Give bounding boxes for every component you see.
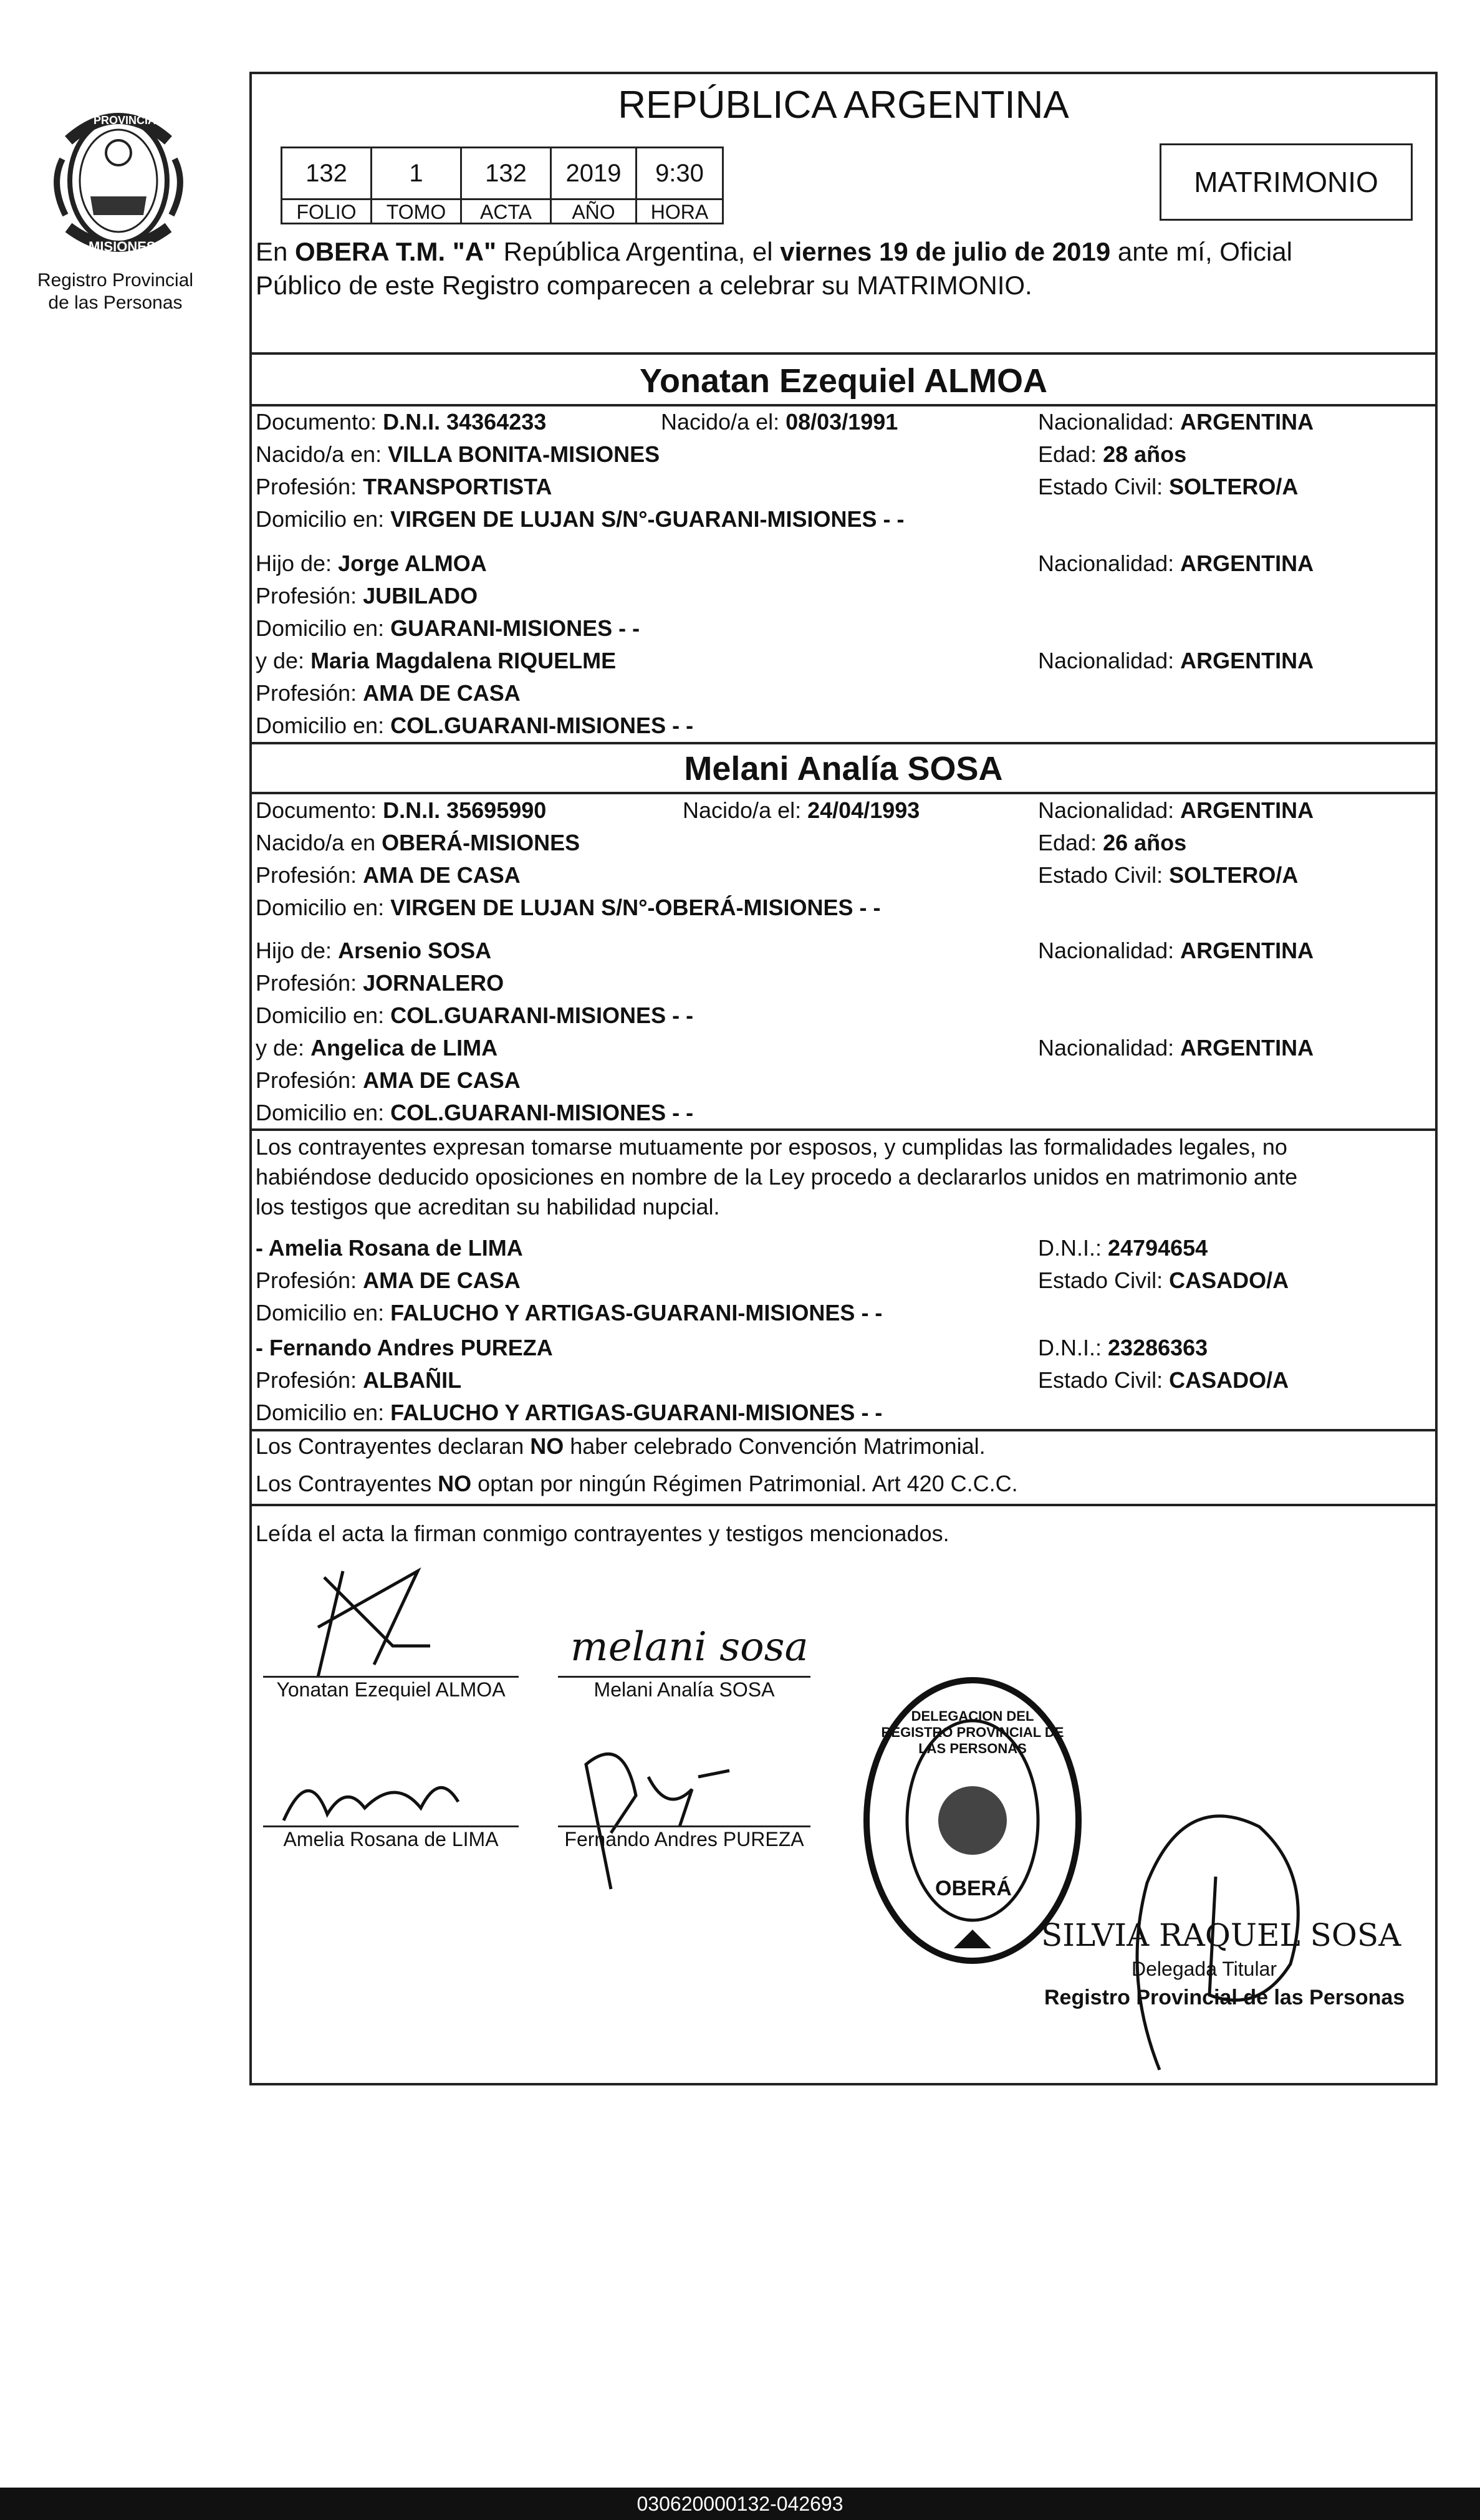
bride-document: Documento: D.N.I. 35695990 [256,797,547,823]
bride-mother-nationality: Nacionalidad: ARGENTINA [1038,1035,1314,1060]
country-title: REPÚBLICA ARGENTINA [618,84,1069,127]
hora-value: 9:30 [635,147,724,200]
bride-signature-line [558,1676,810,1678]
seal-text-bottom: MISIONES [89,239,156,254]
groom-father-nationality: Nacionalidad: ARGENTINA [1038,551,1314,576]
place: OBERA T.M. "A" [295,237,496,266]
bride-father: Hijo de: Arsenio SOSA [256,938,492,963]
bride-profession: Profesión: AMA DE CASA [256,862,521,888]
divider [249,1128,1438,1131]
groom-father-profession: Profesión: JUBILADO [256,583,478,608]
witness-2-name: - Fernando Andres PUREZA [256,1335,553,1360]
groom-signature [305,1552,449,1690]
witness-2-signature-label: Fernando Andres PUREZA [564,1828,804,1850]
witness-1-name: - Amelia Rosana de LIMA [256,1235,523,1261]
bride-address: Domicilio en: VIRGEN DE LUJAN S/N°-OBERÁ-MISIONES - - [256,895,881,920]
bride-civil-status: Estado Civil: SOLTERO/A [1038,862,1299,888]
bride-signature: melani sosa [570,1624,809,1670]
hora-label: HORA [635,198,724,224]
bride-mother-address: Domicilio en: COL.GUARANI-MISIONES - - [256,1100,694,1125]
witness-2-civil-status: Estado Civil: CASADO/A [1038,1367,1289,1393]
divider [249,404,1438,406]
witness-2-address: Domicilio en: FALUCHO Y ARTIGAS-GUARANI-MISIONES - - [256,1400,883,1425]
witness-1-civil-status: Estado Civil: CASADO/A [1038,1267,1289,1293]
bride-mother-profession: Profesión: AMA DE CASA [256,1067,521,1093]
groom-civil-status: Estado Civil: SOLTERO/A [1038,474,1299,499]
bride-name: Melani Analía SOSA [684,750,1003,787]
groom-name: Yonatan Ezequiel ALMOA [639,362,1048,400]
groom-father-address: Domicilio en: GUARANI-MISIONES - - [256,615,640,641]
declaration-line-2: habiéndose deducido oposiciones en nombre de la Ley procedo a declararlos unidos en matrimonio ante [256,1164,1298,1190]
divider [249,352,1438,355]
registry-line-1: Registro Provincial [37,270,194,291]
closing-text: Leída el acta la firman conmigo contrayentes y testigos mencionados. [256,1521,949,1546]
regime-line-1: Los Contrayentes declaran NO haber celebrado Convención Matrimonial. [256,1433,986,1459]
acta-value: 132 [460,147,552,200]
declaration-line-1: Los contrayentes expresan tomarse mutuamente por esposos, y cumplidas las formalidades legales, no [256,1134,1287,1160]
witness-2-profession: Profesión: ALBAÑIL [256,1367,462,1393]
bride-mother: y de: Angelica de LIMA [256,1035,498,1060]
groom-birthdate: Nacido/a el: 08/03/1991 [661,409,898,435]
anio-label: AÑO [550,198,637,224]
groom-father: Hijo de: Jorge ALMOA [256,551,487,576]
document-code: 030620000132-042693 [0,2488,1480,2520]
groom-age: Edad: 28 años [1038,441,1187,467]
intro-line-2: Público de este Registro comparecen a celebrar su MATRIMONIO. [256,271,1032,300]
bride-age: Edad: 26 años [1038,830,1187,855]
groom-mother-nationality: Nacionalidad: ARGENTINA [1038,648,1314,673]
delegate-name: SILVIA RAQUEL SOSA [1041,1917,1401,1953]
delegate-title: Delegada Titular [1132,1958,1277,1980]
acta-label: ACTA [460,198,552,224]
groom-mother-address: Domicilio en: COL.GUARANI-MISIONES - - [256,713,694,738]
witness-1-signature [271,1758,483,1833]
groom-birthplace: Nacido/a en: VILLA BONITA-MISIONES [256,441,660,467]
bride-father-nationality: Nacionalidad: ARGENTINA [1038,938,1314,963]
groom-profession: Profesión: TRANSPORTISTA [256,474,552,499]
groom-nationality: Nacionalidad: ARGENTINA [1038,409,1314,435]
doc-type-box: MATRIMONIO [1160,143,1413,221]
divider [249,742,1438,744]
tomo-label: TOMO [370,198,462,224]
witness-1-profession: Profesión: AMA DE CASA [256,1267,521,1293]
regime-line-2: Los Contrayentes NO optan por ningún Régimen Patrimonial. Art 420 C.C.C. [256,1471,1018,1496]
tomo-value: 1 [370,147,462,200]
groom-signature-label: Yonatan Ezequiel ALMOA [276,1678,506,1701]
divider [249,1504,1438,1506]
groom-mother-profession: Profesión: AMA DE CASA [256,680,521,706]
stamp-city: OBERÁ [935,1877,1012,1900]
divider [249,1429,1438,1431]
bride-father-address: Domicilio en: COL.GUARANI-MISIONES - - [256,1003,694,1028]
declaration-line-3: los testigos que acreditan su habilidad nupcial. [256,1194,720,1219]
witness-2-signature [549,1739,748,1895]
witness-1-signature-label: Amelia Rosana de LIMA [283,1828,499,1850]
seal-text-top: PROVINCIA DE [94,114,175,127]
groom-document: Documento: D.N.I. 34364233 [256,409,547,435]
folio-label: FOLIO [281,198,372,224]
divider [249,792,1438,794]
anio-value: 2019 [550,147,637,200]
groom-mother: y de: Maria Magdalena RIQUELME [256,648,617,673]
registry-line-2: de las Personas [48,292,183,313]
marriage-date: viernes 19 de julio de 2019 [780,237,1111,266]
delegate-office: Registro Provincial de las Personas [1044,1986,1405,2009]
groom-address: Domicilio en: VIRGEN DE LUJAN S/N°-GUARANI-MISIONES - - [256,506,905,532]
stamp-ring-text: DELEGACION DEL REGISTRO PROVINCIAL DE LAS PERSONAS [881,1708,1064,1756]
bride-birthplace: Nacido/a en OBERÁ-MISIONES [256,830,580,855]
bride-nationality: Nacionalidad: ARGENTINA [1038,797,1314,823]
bride-father-profession: Profesión: JORNALERO [256,970,504,996]
folio-value: 132 [281,147,372,200]
witness-1-dni: D.N.I.: 24794654 [1038,1235,1208,1261]
bride-signature-label: Melani Analía SOSA [593,1678,775,1701]
witness-1-signature-line [263,1825,519,1827]
provincial-seal [44,103,193,265]
groom-signature-line [263,1676,519,1678]
witness-2-dni: D.N.I.: 23286363 [1038,1335,1208,1360]
witness-1-address: Domicilio en: FALUCHO Y ARTIGAS-GUARANI-MISIONES - - [256,1300,883,1325]
intro-line-1: En OBERA T.M. "A" República Argentina, el viernes 19 de julio de 2019 ante mí, Oficial [256,237,1292,266]
witness-2-signature-line [558,1825,810,1827]
bride-birthdate: Nacido/a el: 24/04/1993 [683,797,920,823]
registry-label [19,269,212,314]
